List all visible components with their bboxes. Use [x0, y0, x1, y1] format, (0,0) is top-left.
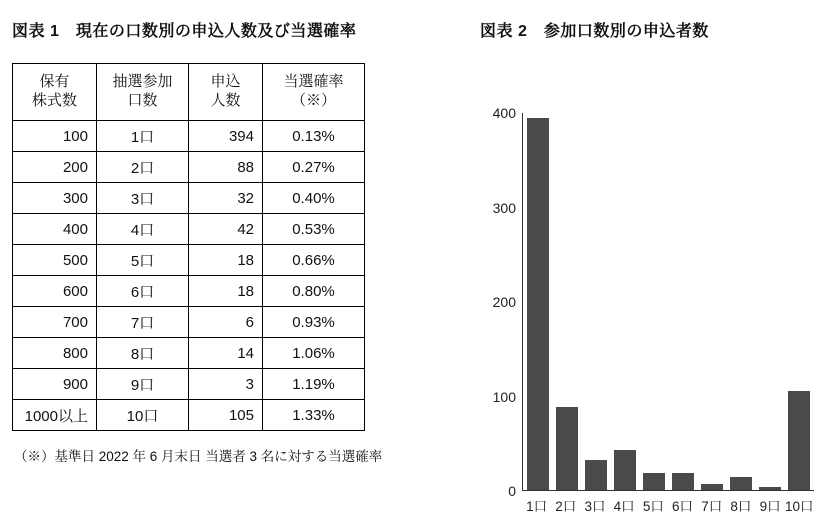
y-axis-tick-label: 200 — [492, 294, 516, 310]
cell-units: 6口 — [97, 276, 189, 307]
cell-units: 4口 — [97, 214, 189, 245]
cell-units: 3口 — [97, 183, 189, 214]
cell-probability: 1.06% — [263, 338, 365, 369]
cell-applicants: 14 — [189, 338, 263, 369]
column-header-shares-line2: 株式数 — [31, 92, 77, 109]
cell-probability: 0.80% — [263, 276, 365, 307]
cell-applicants: 105 — [189, 400, 263, 431]
cell-probability: 0.40% — [263, 183, 365, 214]
table-footnote: （※）基準日 2022 年 6 月末日 当選者 3 名に対する当選確率 — [14, 449, 383, 464]
bar-column — [785, 113, 814, 490]
cell-applicants: 42 — [189, 214, 263, 245]
y-axis-tick-label: 400 — [492, 105, 516, 121]
figure1-block — [8, 18, 428, 465]
plot-area — [522, 113, 814, 491]
x-axis-tick-label: 5口 — [642, 499, 664, 514]
x-axis-tick-label: 3口 — [584, 499, 606, 514]
table-row — [13, 307, 365, 338]
cell-probability: 0.93% — [263, 307, 365, 338]
cell-shares: 300 — [13, 183, 97, 214]
cell-shares: 500 — [13, 245, 97, 276]
bar-column — [639, 113, 668, 490]
cell-shares: 600 — [13, 276, 97, 307]
cell-applicants: 394 — [189, 121, 263, 152]
cell-units: 10口 — [97, 400, 189, 431]
table-row — [13, 400, 365, 431]
applicants-table — [12, 63, 365, 431]
cell-probability: 0.53% — [263, 214, 365, 245]
bar-column — [523, 113, 552, 490]
cell-applicants: 32 — [189, 183, 263, 214]
column-header-units-line1: 抽選参加 — [112, 73, 173, 91]
cell-units: 9口 — [97, 369, 189, 400]
cell-units: 2口 — [97, 152, 189, 183]
cell-probability: 0.66% — [263, 245, 365, 276]
cell-probability: 1.33% — [263, 400, 365, 431]
cell-units: 5口 — [97, 245, 189, 276]
bar — [730, 477, 752, 490]
column-header-probability-line2: （※） — [290, 92, 336, 109]
table-header-row — [13, 64, 365, 121]
cell-applicants: 18 — [189, 245, 263, 276]
bar — [556, 407, 578, 490]
column-header-probability-line1: 当選確率 — [283, 73, 344, 91]
table-row — [13, 183, 365, 214]
bar — [643, 473, 665, 490]
y-axis-tick-label: 100 — [492, 388, 516, 405]
column-header-applicants — [189, 64, 263, 121]
cell-shares: 100 — [13, 121, 97, 152]
bar-column — [727, 113, 756, 490]
figure2-block — [470, 18, 830, 514]
x-axis-tick-label: 6口 — [672, 499, 694, 514]
table-row — [13, 276, 365, 307]
cell-shares: 700 — [13, 307, 97, 338]
table-row — [13, 338, 365, 369]
bar-column — [668, 113, 697, 490]
cell-shares: 800 — [13, 338, 97, 369]
x-axis-tick-label: 4口 — [613, 499, 635, 514]
x-axis-tick-label: 2口 — [555, 499, 577, 514]
bar-chart — [470, 59, 830, 514]
column-header-shares-line1: 保有 — [39, 73, 70, 91]
bar — [672, 473, 694, 490]
bar — [759, 487, 781, 490]
bar-column — [698, 113, 727, 490]
bar — [585, 460, 607, 490]
cell-shares: 200 — [13, 152, 97, 183]
bar — [788, 391, 810, 490]
bar-column — [581, 113, 610, 490]
column-header-probability — [263, 64, 365, 121]
bar — [614, 450, 636, 490]
bar-column — [756, 113, 785, 490]
column-header-applicants-line1: 申込 — [210, 73, 241, 91]
cell-units: 8口 — [97, 338, 189, 369]
bar-column — [552, 113, 581, 490]
table-row — [13, 369, 365, 400]
cell-shares: 400 — [13, 214, 97, 245]
figure2-title: 図表 2 参加口数別の申込者数 — [480, 23, 709, 40]
x-axis-tick-label: 10口 — [785, 499, 814, 514]
table-row — [13, 152, 365, 183]
x-axis-tick-label: 1口 — [526, 499, 548, 514]
table-row — [13, 214, 365, 245]
x-axis-tick-label: 9口 — [759, 499, 781, 514]
cell-probability: 0.13% — [263, 121, 365, 152]
bar-column — [610, 113, 639, 490]
column-header-applicants-line2: 人数 — [210, 92, 241, 109]
column-header-shares — [13, 64, 97, 121]
cell-shares: 1000以上 — [13, 400, 97, 431]
bar — [701, 484, 723, 490]
x-axis-tick-label: 8口 — [730, 499, 752, 514]
figure1-title: 図表 1 現在の口数別の申込人数及び当選確率 — [12, 23, 357, 40]
table-row — [13, 245, 365, 276]
table-row — [13, 121, 365, 152]
y-axis-tick-label: 0 — [508, 483, 516, 499]
column-header-units — [97, 64, 189, 121]
cell-units: 7口 — [97, 307, 189, 338]
y-axis-tick-label: 300 — [492, 199, 516, 216]
cell-units: 1口 — [97, 121, 189, 152]
column-header-units-line2: 口数 — [127, 92, 158, 109]
cell-applicants: 6 — [189, 307, 263, 338]
cell-applicants: 88 — [189, 152, 263, 183]
cell-probability: 0.27% — [263, 152, 365, 183]
bar-series — [523, 113, 814, 490]
bar — [527, 118, 549, 490]
x-axis-labels — [522, 495, 814, 515]
x-axis-tick-label: 7口 — [701, 499, 723, 514]
cell-applicants: 18 — [189, 276, 263, 307]
cell-probability: 1.19% — [263, 369, 365, 400]
y-axis-labels — [470, 59, 516, 499]
cell-shares: 900 — [13, 369, 97, 400]
cell-applicants: 3 — [189, 369, 263, 400]
